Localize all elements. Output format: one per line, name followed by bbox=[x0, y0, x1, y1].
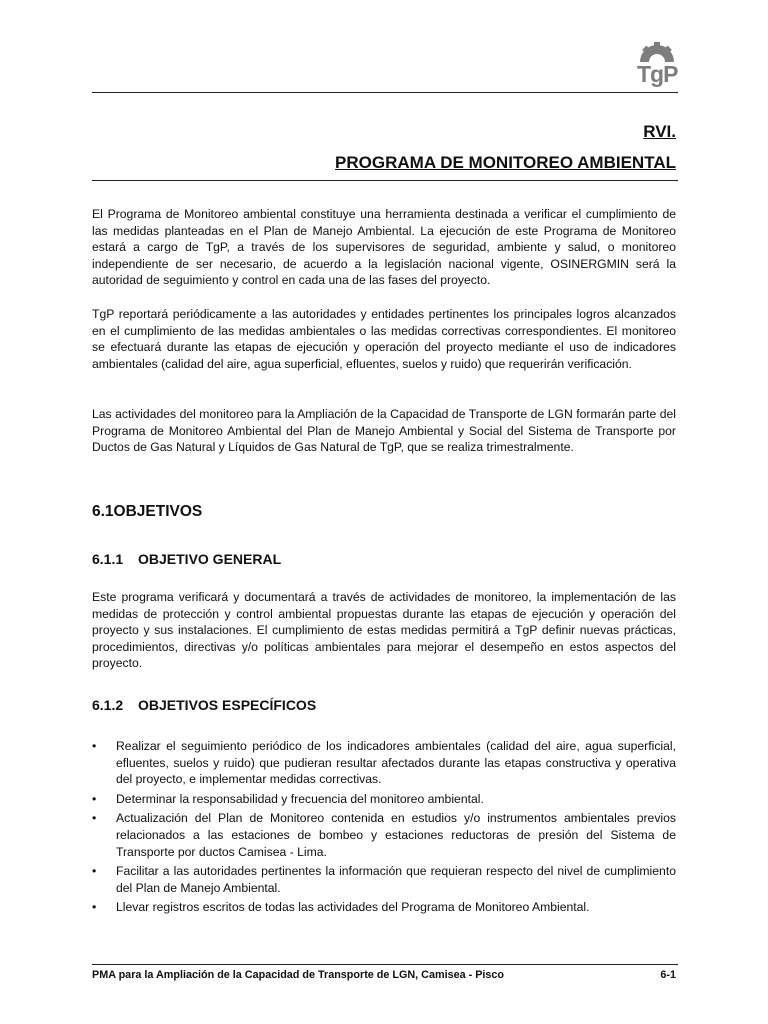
bullet-icon: • bbox=[92, 811, 97, 826]
subsection-title: OBJETIVOS ESPECÍFICOS bbox=[138, 697, 317, 713]
footer-rule bbox=[92, 964, 678, 965]
list-item-text: Realizar el seguimiento periódico de los indicadores ambientales (calidad del aire, agua superficial, efluentes, suelos y ruido) que pudieran resultar afectados durante las etapas constructiva y operativa del proyecto, e implementar medidas correctivas. bbox=[116, 739, 676, 787]
footer-text: PMA para la Ampliación de la Capacidad de Transporte de LGN, Camisea - Pisco bbox=[92, 969, 504, 981]
bullet-icon: • bbox=[92, 900, 97, 915]
chapter-title: PROGRAMA DE MONITOREO AMBIENTAL bbox=[335, 153, 676, 172]
list-item bbox=[92, 810, 676, 860]
gear-icon bbox=[638, 42, 676, 62]
bullet-icon: • bbox=[92, 864, 97, 879]
subsection-number: 6.1.1 bbox=[92, 551, 124, 567]
title-rule bbox=[92, 180, 678, 181]
subsection-title: OBJETIVO GENERAL bbox=[138, 551, 282, 567]
list-item bbox=[92, 863, 676, 896]
list-item bbox=[92, 791, 676, 808]
specific-objectives-list bbox=[92, 738, 676, 919]
list-item-text: Determinar la responsabilidad y frecuencia del monitoreo ambiental. bbox=[116, 791, 484, 806]
company-logo bbox=[634, 42, 680, 90]
intro-paragraph-3: Las actividades del monitoreo para la Ampliación de la Capacidad de Transporte de LGN formarán parte del Programa de Monitoreo Ambiental del Plan de Manejo Ambiental y Social del Sistema de Transporte por Ductos de Gas Natural y Líquidos de Gas Natural de TgP, que se realiza trimestralmente. bbox=[92, 407, 676, 455]
subsection-specific-heading bbox=[92, 697, 316, 713]
list-item bbox=[92, 738, 676, 788]
list-item-text: Facilitar a las autoridades pertinentes la información que requieran respecto del nivel de cumplimiento del Plan de Manejo Ambiental. bbox=[116, 864, 676, 895]
header-rule bbox=[92, 92, 678, 93]
list-item-text: Actualización del Plan de Monitoreo contenida en estudios y/o instrumentos ambientales previos relacionados a las estaciones de bombeo y estaciones reductoras de presión del Sistema de Transporte por ductos Camisea - Lima. bbox=[116, 811, 676, 859]
subsection-general-heading bbox=[92, 551, 281, 567]
subsection-number: 6.1.2 bbox=[92, 697, 124, 713]
page-number: 6-1 bbox=[660, 969, 676, 981]
general-objective-paragraph: Este programa verificará y documentará a través de actividades de monitoreo, la implementación de las medidas de protección y control ambiental propuestas durante las etapas de ejecución y operación del proyecto y sus instalaciones. El cumplimiento de estas medidas permitirá a TgP definir nuevas prácticas, procedimientos, directivas y/o políticas ambientales para mejorar el desempeño en estos aspectos del proyecto. bbox=[92, 590, 676, 671]
bullet-icon: • bbox=[92, 791, 97, 806]
chapter-number: RVI. bbox=[643, 122, 676, 141]
list-item bbox=[92, 899, 676, 916]
logo-text: TgP bbox=[637, 61, 678, 87]
intro-paragraph-2: TgP reportará periódicamente a las autoridades y entidades pertinentes los principales logros alcanzados en el cumplimiento de las medidas ambientales o las medidas correctivas correspondientes. El monitoreo se efectuará durante las etapas de ejecución y operación del proyecto mediante el uso de indicadores ambientales (calidad del aire, agua superficial, efluentes, suelos y ruido) que requerirán verificación. bbox=[92, 307, 676, 371]
intro-paragraph-1: El Programa de Monitoreo ambiental constituye una herramienta destinada a verificar el cumplimiento de las medidas planteadas en el Plan de Manejo Ambiental. La ejecución de este Programa de Monitoreo estará a cargo de TgP, a través de los supervisores de seguridad, ambiente y salud, o monitoreo independiente de ser necesario, de acuerdo a la legislación nacional vigente, OSINERGMIN será la autoridad de seguimiento y control en cada una de las fases del proyecto. bbox=[92, 207, 676, 288]
list-item-text: Llevar registros escritos de todas las actividades del Programa de Monitoreo Ambiental. bbox=[116, 900, 590, 915]
section-heading: 6.1OBJETIVOS bbox=[92, 503, 203, 520]
bullet-icon: • bbox=[92, 739, 97, 753]
